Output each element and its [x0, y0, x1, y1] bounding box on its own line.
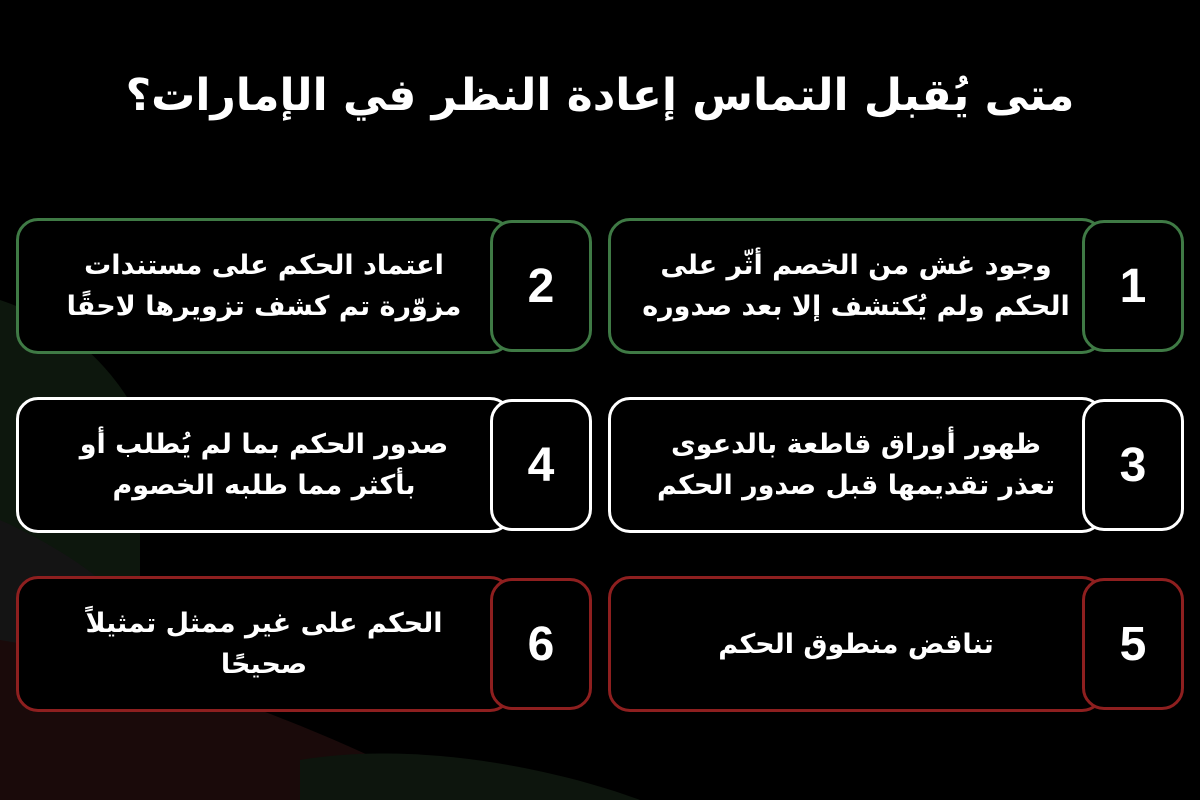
card-6: [16, 576, 592, 716]
card-text: الحكم على غير ممثل تمثيلاً صحيحًا: [85, 608, 443, 680]
card-text: تناقض منطوق الحكم: [718, 628, 994, 660]
card-4: [16, 397, 592, 537]
page-title: متى يُقبل التماس إعادة النظر في الإمارات؟: [125, 70, 1075, 121]
card-text-box: [16, 218, 512, 354]
card-text-box: [608, 397, 1104, 533]
card-text-box: [608, 218, 1104, 354]
card-number-badge: 3: [1082, 399, 1184, 531]
card-5: [608, 576, 1184, 716]
card-1: [608, 218, 1184, 358]
card-3: [608, 397, 1184, 537]
card-number-badge: 5: [1082, 578, 1184, 710]
card-number-badge: 2: [490, 220, 592, 352]
card-2: [16, 218, 592, 358]
card-text: صدور الحكم بما لم يُطلب أو بأكثر مما طلبه الخصوم: [79, 429, 449, 501]
card-number-badge: 4: [490, 399, 592, 531]
card-number-badge: 1: [1082, 220, 1184, 352]
card-number-badge: 6: [490, 578, 592, 710]
card-text-box: [608, 576, 1104, 712]
card-text: ظهور أوراق قاطعة بالدعوى تعذر تقديمها قبل صدور الحكم: [656, 429, 1056, 501]
card-text-box: [16, 397, 512, 533]
card-text-box: [16, 576, 512, 712]
card-text: وجود غش من الخصم أثّر على الحكم ولم يُكتشف إلا بعد صدوره: [642, 250, 1070, 322]
card-text: اعتماد الحكم على مستندات مزوّرة تم كشف تزويرها لاحقًا: [66, 250, 462, 322]
